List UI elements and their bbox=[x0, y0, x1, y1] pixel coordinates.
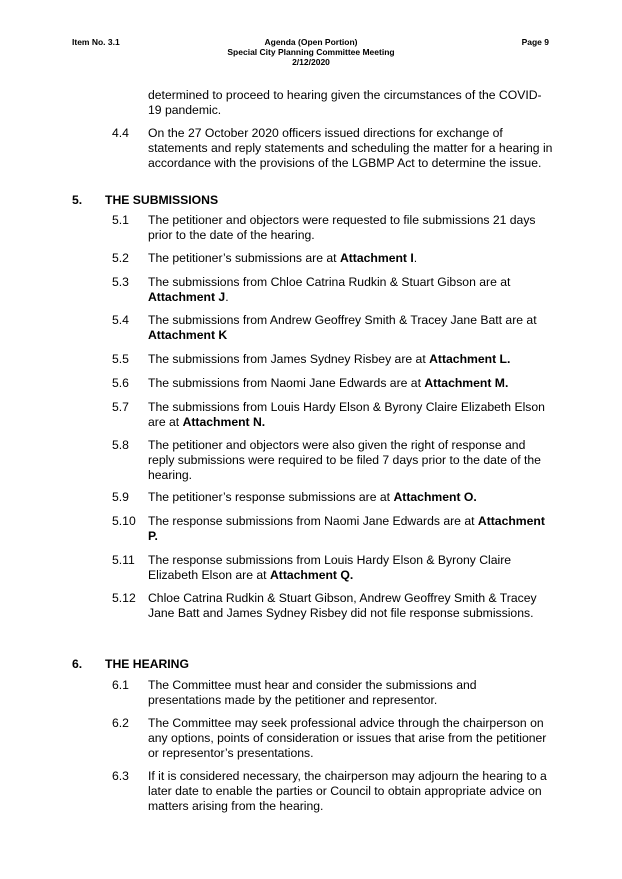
paragraph-number: 4.4 bbox=[112, 126, 129, 140]
paragraph-text: Chloe Catrina Rudkin & Stuart Gibson, Andrew Geoffrey Smith & Tracey Jane Batt and James Sydney Risbey did not file response submissions. bbox=[148, 591, 537, 621]
paragraph-number: 5.6 bbox=[112, 376, 129, 390]
section-title: THE HEARING bbox=[105, 657, 189, 671]
paragraph-end: . bbox=[225, 290, 229, 305]
page-number: Page 9 bbox=[521, 37, 549, 47]
paragraph-text bbox=[148, 553, 553, 583]
item-number: Item No. 3.1 bbox=[72, 37, 120, 47]
paragraph-number: 6.3 bbox=[112, 769, 129, 783]
continuation-paragraph: determined to proceed to hearing given the circumstances of the COVID-19 pandemic. bbox=[148, 88, 542, 118]
paragraph-text: The petitioner and objectors were also given the right of response and reply submissions were required to be filed 7 days prior to the date of the hearing. bbox=[148, 438, 541, 483]
paragraph-number: 5.9 bbox=[112, 490, 129, 504]
paragraph-number: 5.11 bbox=[112, 553, 135, 567]
attachment-reference: Attachment J bbox=[148, 290, 226, 305]
paragraph-body: The submissions from Naomi Jane Edwards are at bbox=[148, 376, 425, 390]
paragraph-body: The response submissions from Naomi Jane Edwards are at bbox=[148, 514, 478, 528]
attachment-reference: Attachment L. bbox=[429, 352, 511, 366]
paragraph-text: The petitioner and objectors were requested to file submissions 21 days prior to the date of the hearing. bbox=[148, 213, 536, 243]
attachment-reference: Attachment K bbox=[148, 328, 228, 343]
paragraph-text bbox=[148, 490, 553, 505]
paragraph-body: The submissions from James Sydney Risbey are at bbox=[148, 352, 430, 366]
paragraph-body: The petitioner’s submissions are at bbox=[148, 251, 340, 265]
paragraph-text bbox=[148, 514, 553, 544]
paragraph-number: 5.10 bbox=[112, 514, 136, 528]
section-number: 5. bbox=[72, 193, 83, 207]
paragraph-number: 6.1 bbox=[112, 678, 129, 692]
paragraph-number: 5.7 bbox=[112, 400, 129, 414]
attachment-reference: Attachment Q. bbox=[269, 568, 354, 583]
paragraph-number: 5.8 bbox=[112, 438, 129, 452]
paragraph-number: 5.12 bbox=[112, 591, 136, 605]
paragraph-text: The Committee must hear and consider the submissions and presentations made by the petitioner and representor. bbox=[148, 678, 477, 708]
attachment-reference: Attachment N. bbox=[182, 415, 266, 430]
paragraph-number: 6.2 bbox=[112, 716, 129, 730]
paragraph-body: The submissions from Andrew Geoffrey Smith & Tracey Jane Batt are at bbox=[148, 313, 537, 327]
paragraph-body: The submissions from Chloe Catrina Rudkin & Stuart Gibson are at bbox=[148, 275, 511, 289]
section-number: 6. bbox=[72, 657, 83, 671]
paragraph-number: 5.3 bbox=[112, 275, 129, 289]
attachment-reference: Attachment O. bbox=[393, 490, 477, 504]
header-meeting: Special City Planning Committee Meeting bbox=[227, 47, 395, 57]
paragraph-number: 5.5 bbox=[112, 352, 129, 366]
paragraph-text bbox=[148, 251, 553, 266]
paragraph-text: If it is considered necessary, the chairperson may adjourn the hearing to a later date to enable the parties or Council to obtain appropriate advice on matters arising from the hearing. bbox=[148, 769, 547, 814]
paragraph-body: The response submissions from Louis Hardy Elson & Byrony Claire Elizabeth Elson are at bbox=[148, 553, 512, 583]
attachment-reference: Attachment M. bbox=[424, 376, 509, 390]
paragraph-text bbox=[148, 275, 553, 305]
paragraph-text bbox=[148, 313, 553, 343]
paragraph-text: On the 27 October 2020 officers issued directions for exchange of statements and reply statements and scheduling the matter for a hearing in accordance with the provisions of the LGBMP Act to determine the issue. bbox=[148, 126, 553, 171]
paragraph-number: 5.2 bbox=[112, 251, 129, 265]
paragraph-body: The submissions from Louis Hardy Elson & Byrony Claire Elizabeth Elson are at bbox=[148, 400, 545, 430]
paragraph-number: 5.1 bbox=[112, 213, 129, 227]
paragraph-text bbox=[148, 376, 553, 391]
paragraph-end: . bbox=[413, 251, 418, 265]
header-date: 2/12/2020 bbox=[292, 57, 330, 67]
paragraph-number: 5.4 bbox=[112, 313, 129, 327]
paragraph-text: The Committee may seek professional advice through the chairperson on any options, points of consideration or issues that arise from the petitioner or representor’s presentations. bbox=[148, 716, 547, 761]
paragraph-text bbox=[148, 352, 553, 367]
section-title: THE SUBMISSIONS bbox=[105, 193, 219, 207]
attachment-reference: Attachment P. bbox=[148, 514, 545, 544]
attachment-reference: Attachment I bbox=[339, 251, 414, 265]
header-title: Agenda (Open Portion) bbox=[264, 37, 358, 47]
paragraph-text bbox=[148, 400, 553, 430]
paragraph-body: The petitioner’s response submissions are at bbox=[148, 490, 394, 504]
